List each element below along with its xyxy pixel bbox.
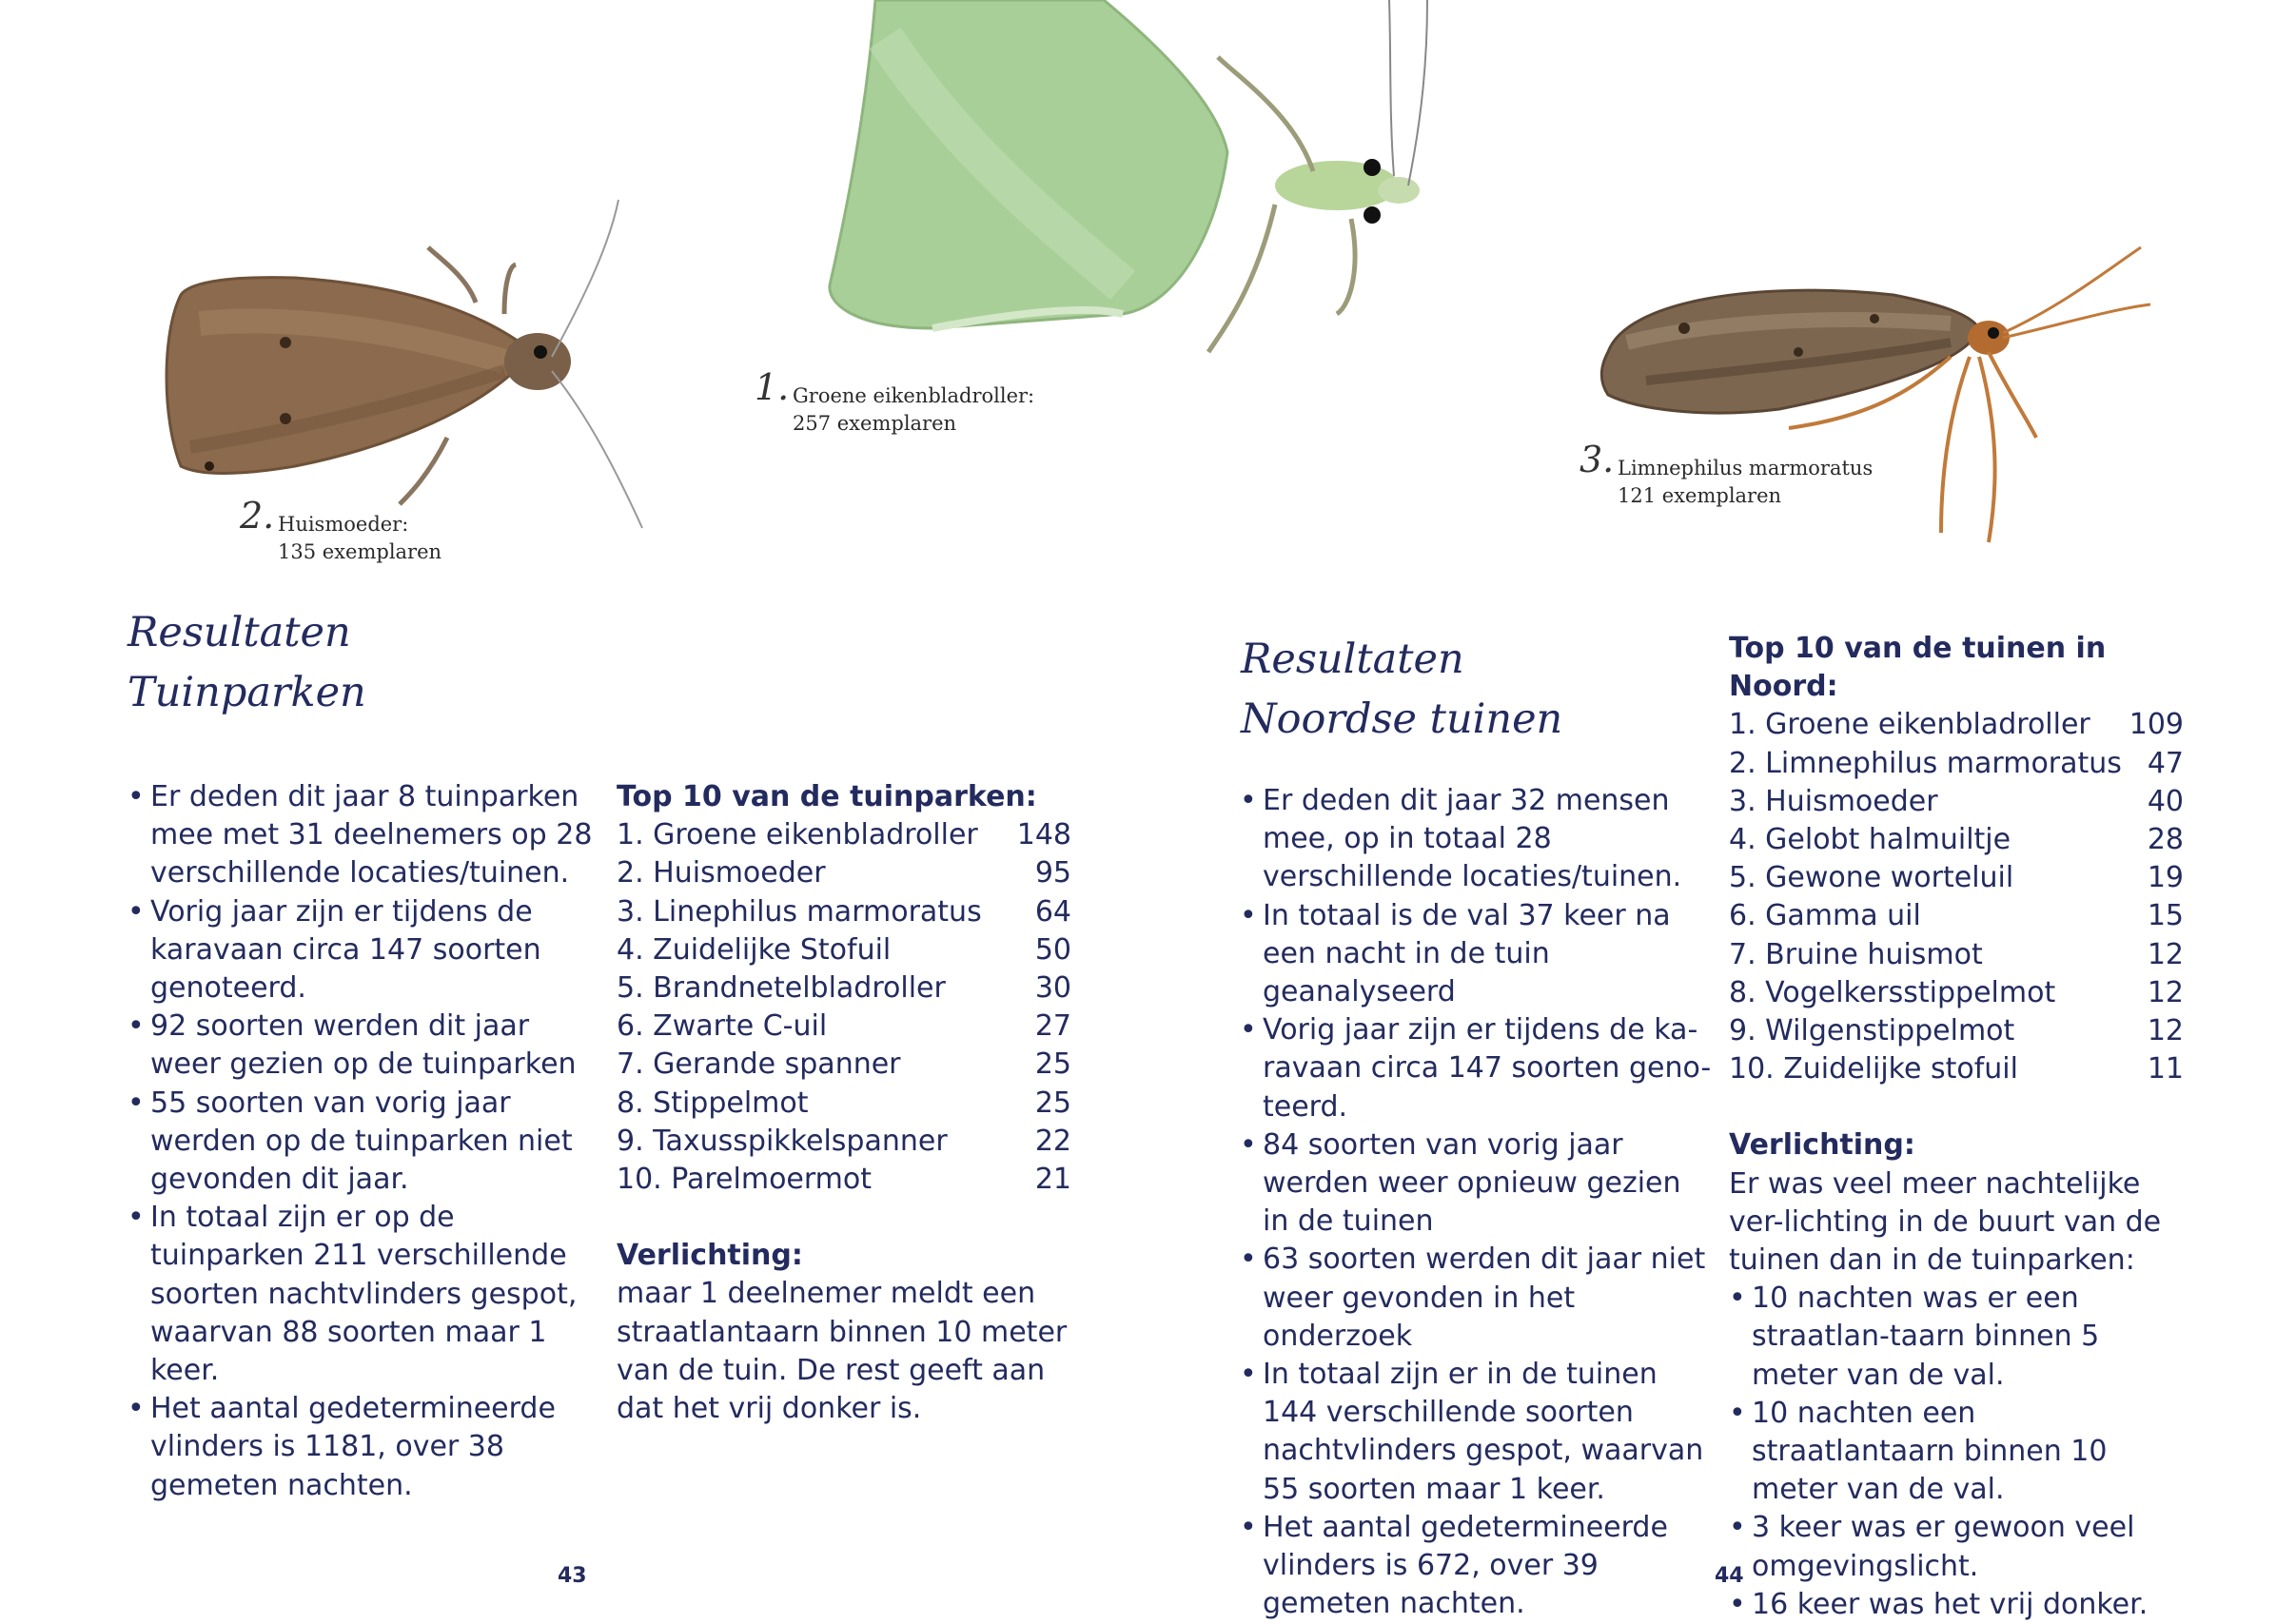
species-name: 6. Zwarte C-uil	[617, 1009, 828, 1044]
caption-number: 2.	[240, 495, 275, 537]
species-count: 27	[1034, 1009, 1071, 1044]
heading-line-1: Resultaten	[128, 609, 351, 656]
species-count: 12	[2147, 1014, 2184, 1048]
table-row	[1729, 706, 2184, 744]
list-item: • 63 soorten werden dit jaar niet weer gevonden in het onderzoek	[1240, 1241, 1712, 1356]
table-row	[617, 1046, 1071, 1084]
list-item: • Het aantal gedetermineerde vlinders is 1181, over 38 gemeten nachten.	[128, 1390, 594, 1505]
list-item: • Vorig jaar zijn er tijdens de ka-ravaan circa 147 soorten geno-teerd.	[1240, 1011, 1712, 1126]
list-item: • In totaal zijn er op de tuinparken 211 verschillende soorten nachtvlinders gespot, waarvan 88 soorten maar 1 keer.	[128, 1199, 594, 1390]
species-count: 109	[2129, 708, 2184, 742]
species-count: 21	[1034, 1163, 1071, 1197]
caption-count: 135 exemplaren	[278, 540, 442, 563]
lighting-text: Er was veel meer nachtelijke ver-lichting in de buurt van de tuinen dan in de tuinparken:	[1729, 1166, 2162, 1278]
list-item: • In totaal zijn er in de tuinen 144 verschillende soorten nachtvlinders gespot, waarvan 55 soorten maar 1 keer.	[1240, 1356, 1712, 1509]
table-row	[1729, 1050, 2184, 1088]
species-name: 8. Vogelkersstippelmot	[1729, 975, 2056, 1009]
list-item: • 10 nachten een straatlantaarn binnen 10 meter van de val.	[1729, 1395, 2182, 1510]
right-bullet-list	[1240, 782, 1712, 1623]
species-name: 9. Wilgenstippelmot	[1729, 1014, 2015, 1048]
right-top10	[1729, 630, 2184, 1624]
species-count: 11	[2147, 1052, 2184, 1086]
species-count: 47	[2147, 746, 2184, 780]
species-name: 10. Zuidelijke stofuil	[1729, 1052, 2018, 1086]
list-item: • 10 nachten was er een straatlan-taarn binnen 5 meter van de val.	[1729, 1280, 2182, 1395]
table-row	[617, 931, 1071, 969]
list-item: • 55 soorten van vorig jaar werden op de tuinparken niet gevonden dit jaar.	[128, 1085, 594, 1200]
top10-title: Top 10 van de tuinparken:	[617, 780, 1037, 813]
page-number-right: 44	[1715, 1564, 1744, 1588]
species-name: 2. Huismoeder	[617, 856, 826, 890]
list-item: • Vorig jaar zijn er tijdens de karavaan circa 147 soorten genoteerd.	[128, 893, 594, 1008]
species-name: 6. Gamma uil	[1729, 899, 1921, 933]
list-item: • In totaal is de val 37 keer na een nacht in de tuin geanalyseerd	[1240, 897, 1712, 1012]
heading-line-1: Resultaten	[1241, 636, 1464, 683]
species-name: 1. Groene eikenbladroller	[1729, 708, 2090, 742]
heading-line-2: Noordse tuinen	[1241, 695, 1563, 743]
species-count: 12	[2147, 937, 2184, 971]
caption-number: 1.	[755, 366, 790, 408]
species-name: 7. Gerande spanner	[617, 1047, 901, 1082]
species-name: 8. Stippelmot	[617, 1086, 809, 1120]
caption-count: 121 exemplaren	[1618, 484, 1782, 507]
species-count: 28	[2147, 823, 2184, 857]
green-moth-illustration	[818, 0, 1446, 362]
species-name: 7. Bruine huismot	[1729, 937, 1983, 971]
species-count: 15	[2147, 899, 2184, 933]
table-row	[617, 816, 1071, 854]
species-name: 1. Groene eikenbladroller	[617, 818, 978, 852]
lighting-title: Verlichting:	[617, 1239, 803, 1273]
species-name: 2. Limnephilus marmoratus	[1729, 746, 2122, 780]
table-row	[617, 854, 1071, 892]
brown-moth-illustration	[162, 190, 657, 552]
caption-huismoeder	[240, 495, 442, 566]
species-count: 148	[1016, 818, 1071, 852]
left-bullet-list	[128, 778, 594, 1505]
table-row	[1729, 974, 2184, 1012]
caption-limnephilus	[1579, 439, 1874, 510]
table-row	[617, 1085, 1071, 1123]
table-row	[1729, 783, 2184, 821]
table-row	[1729, 1012, 2184, 1050]
caption-species: Huismoeder:	[278, 513, 409, 536]
species-name: 9. Taxusspikkelspanner	[617, 1124, 948, 1158]
list-item: • Er deden dit jaar 8 tuinparken mee met 31 deelnemers op 28 verschillende locaties/tuinen.	[128, 778, 594, 893]
species-count: 95	[1034, 856, 1071, 890]
lighting-bullet-list	[1729, 1280, 2182, 1624]
list-item: • 16 keer was het vrij donker.	[1729, 1586, 2182, 1624]
table-row	[617, 1008, 1071, 1046]
table-row	[1729, 936, 2184, 974]
species-count: 19	[2147, 861, 2184, 895]
caption-count: 257 exemplaren	[793, 412, 957, 435]
table-row	[1729, 745, 2184, 783]
heading-line-2: Tuinparken	[128, 669, 366, 716]
list-item: • 3 keer was er gewoon veel omgevingslicht.	[1729, 1509, 2182, 1585]
table-row	[617, 1123, 1071, 1161]
species-name: 4. Zuidelijke Stofuil	[617, 932, 892, 967]
species-name: 10. Parelmoermot	[617, 1163, 873, 1197]
left-top10	[617, 778, 1071, 1428]
caption-groene-eikenbladroller	[755, 366, 1035, 438]
lighting-title: Verlichting:	[1729, 1128, 1915, 1163]
species-count: 30	[1034, 971, 1071, 1006]
species-name: 3. Huismoeder	[1729, 784, 1938, 818]
species-count: 50	[1034, 932, 1071, 967]
right-heading	[1241, 630, 1562, 750]
species-count: 25	[1034, 1086, 1071, 1120]
list-item: • Het aantal gedetermineerde vlinders is 672, over 39 gemeten nachten.	[1240, 1509, 1712, 1624]
list-item: • 84 soorten van vorig jaar werden weer opnieuw gezien in de tuinen	[1240, 1126, 1712, 1242]
top10-title: Top 10 van de tuinen in Noord:	[1729, 632, 2107, 704]
species-name: 4. Gelobt halmuiltje	[1729, 823, 2011, 857]
species-count: 64	[1034, 894, 1071, 929]
species-count: 40	[2147, 784, 2184, 818]
table-row	[617, 893, 1071, 931]
table-row	[1729, 859, 2184, 897]
species-name: 5. Gewone worteluil	[1729, 861, 2014, 895]
species-count: 25	[1034, 1047, 1071, 1082]
lighting-text: maar 1 deelnemer meldt een straatlantaarn binnen 10 meter van de tuin. De rest geeft aan dat het vrij donker is.	[617, 1277, 1068, 1426]
list-item: • Er deden dit jaar 32 mensen mee, op in totaal 28 verschillende locaties/tuinen.	[1240, 782, 1712, 897]
caption-number: 3.	[1579, 439, 1615, 480]
table-row	[617, 969, 1071, 1008]
table-row	[1729, 897, 2184, 935]
species-count: 22	[1034, 1124, 1071, 1158]
page-number-left: 43	[558, 1564, 587, 1588]
list-item: • 92 soorten werden dit jaar weer gezien op de tuinparken	[128, 1008, 594, 1084]
species-name: 3. Linephilus marmoratus	[617, 894, 982, 929]
caption-species: Limnephilus marmoratus	[1618, 457, 1874, 479]
table-row	[1729, 821, 2184, 859]
left-heading	[128, 603, 366, 723]
caption-species: Groene eikenbladroller:	[793, 384, 1035, 407]
species-count: 12	[2147, 975, 2184, 1009]
table-row	[617, 1161, 1071, 1199]
species-name: 5. Brandnetelbladroller	[617, 971, 946, 1006]
